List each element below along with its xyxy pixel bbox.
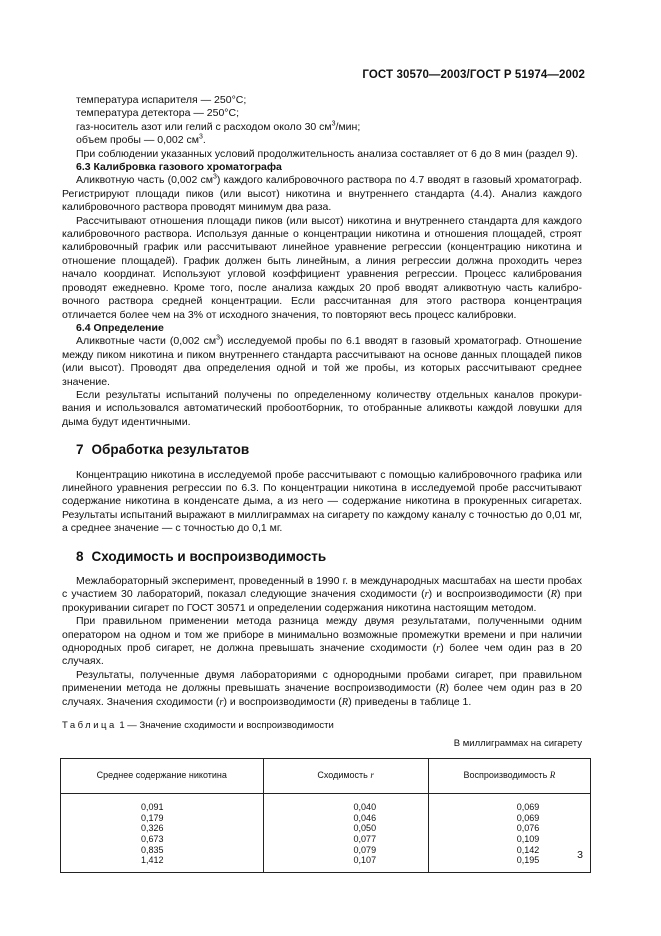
table-cell: 0,079 — [353, 844, 377, 855]
subsection-6-4-heading: 6.4 Определение — [76, 321, 164, 334]
section-7-heading: 7 Обработка результатов — [76, 442, 250, 458]
paragraph: При правильном применении метода разница между двумя результатами, полученными одним оператором на одном и том же приборе в минимально возможные промежутки времени и при наличии однородных проб сигарет, не должна превышать значение сходимости (r) более чем один раз в 20 случаях. — [62, 615, 582, 668]
paragraph: Аликвотную часть (0,002 $см^3$) каждого калибровочного раствора по 4.7 вводят в газовый хроматограф. Регистрируют площади пиков (или высот) никотина и внутреннего стандарта (4.4). Анализ каждого калибровочного раствора проводят минимум два раза. — [62, 173, 582, 214]
table-cell: 0,050 — [353, 823, 377, 834]
page-content — [62, 94, 582, 873]
table-cell: 1,412 — [141, 855, 164, 866]
condition-line: объем пробы — 0,002 $см^3$. — [76, 133, 206, 147]
paragraph: Результаты, полученные двумя лабораториями с однородными пробами сигарет, при правильном применении метода не должны превышать значение воспроизводимости (R) более чем один раз в 20 случаях. Значения сходимости (r) и воспроизводимости (R) приведены в таблице 1. — [62, 668, 582, 708]
table-cell: 0,107 — [353, 855, 377, 866]
table-cell: 0,076 — [516, 823, 540, 834]
table-cell: 0,040 — [353, 801, 377, 812]
table-cell: 0,835 — [141, 844, 164, 855]
cell-repeatability-values — [263, 793, 428, 872]
paragraph: Межлабораторный эксперимент, проведенный в 1990 г. в международных масштабах на шести пробах с участием 30 лабораторий, показал следующие значения сходимости (r) и воспроизводимости (R) при прокуривании сигарет по ГОСТ 30571 и определении содержания никотина настоящим методом. — [62, 575, 583, 614]
table-row — [61, 793, 591, 872]
table-cell: 0,069 — [516, 812, 540, 823]
table-cell: 0,142 — [516, 844, 540, 855]
table-cell: 0,326 — [141, 823, 164, 834]
cell-reproducibility-values — [428, 793, 590, 872]
page-number: 3 — [577, 849, 583, 861]
table-cell: 0,091 — [141, 801, 164, 812]
table-cell: 0,179 — [141, 812, 164, 823]
paragraph: Аликвотные части (0,002 $см^3$) исследуемой пробы по 6.1 вводят в газовый хроматограф. Отношение между пиком никотина и пиком внутреннего стандарта рассчитывают на основе данных площадей пиков (или высот). Проводят два определения одной и той же пробы, из которых рассчитывают среднее значение. — [62, 334, 582, 388]
table-cell: 0,077 — [353, 833, 377, 844]
subsection-6-3-heading: 6.3 Калибровка газового хроматографа — [76, 161, 282, 174]
condition-line: газ-носитель азот или гелий с расходом около 30 $см^3$/мин; — [76, 120, 361, 133]
table-cell: 0,046 — [353, 812, 377, 823]
section-8-heading: 8 Сходимость и воспроизводимость — [76, 548, 327, 564]
column-header-repeatability: Сходимость r — [263, 758, 428, 793]
condition-note: При соблюдении указанных условий продолжительность анализа составляет от 6 до 8 мин (раздел 9). — [76, 147, 578, 160]
document-header: ГОСТ 30570—2003/ГОСТ Р 51974—2002 — [362, 69, 585, 81]
cell-mean-nicotine-values — [61, 793, 264, 872]
table-cell: 0,673 — [141, 833, 164, 844]
paragraph: Рассчитывают отношения площади пиков (или высот) никотина и внутреннего стандарта для каждого калибровочного раствора. Используя данные о концентрации никотина и отношения площадей, строят калибровочный график или рассчитывают линейное уравнение регрессии (концентрацию никотина и отношение площадей). График должен быть линейным, а линия регрессии должна проходить через начало координат. Используют угловой коэффициент уравнения регрессии. Процесс калибрования проводят ежедневно. Кроме того, после анализа каждых 20 проб вводят аликвотную часть калибровочного раствора средней концентрации. Если рассчитанная для этого раствора концентрация отличается более чем на 3% от исходного значения, то повторяют весь процесс калибровки. — [62, 214, 582, 321]
table-caption: Таблица 1 — Значение сходимости и воспроизводимости — [62, 720, 334, 732]
condition-line: температура испарителя — 250°С; — [76, 94, 247, 106]
column-header-reproducibility: Воспроизводимость R — [428, 758, 590, 793]
paragraph: Концентрацию никотина в исследуемой пробе рассчитывают с помощью калибровочного графика или линейного уравнения регрессии по 6.3. По концентрации никотина в исследуемой пробе рассчитывают содержание никотина в конденсате дыма, а из него — содержание никотина в прокуренных сигаретах. Результаты испытаний выражают в миллиграммах на сигарету по каждому каналу с точностью до 0,01 мг, а среднее значение — с точностью до 0,1 мг. — [62, 468, 582, 535]
table-units: В миллиграммах на сигарету — [453, 738, 582, 750]
table-cell: 0,069 — [516, 801, 540, 812]
table-cell: 0,195 — [516, 855, 540, 866]
condition-line: температура детектора — 250°С; — [76, 107, 240, 120]
table-cell: 0,109 — [516, 833, 540, 844]
results-table — [60, 758, 591, 873]
paragraph: Если результаты испытаний получены по определенному количеству отдельных каналов прокуривания и использовался автоматический пробоотборник, то отобранные аликвоты каждой ловушки для дыма будут идентичными. — [62, 388, 582, 428]
table-header-row — [61, 758, 591, 793]
column-header-mean-nicotine: Среднее содержание никотина — [61, 758, 264, 793]
